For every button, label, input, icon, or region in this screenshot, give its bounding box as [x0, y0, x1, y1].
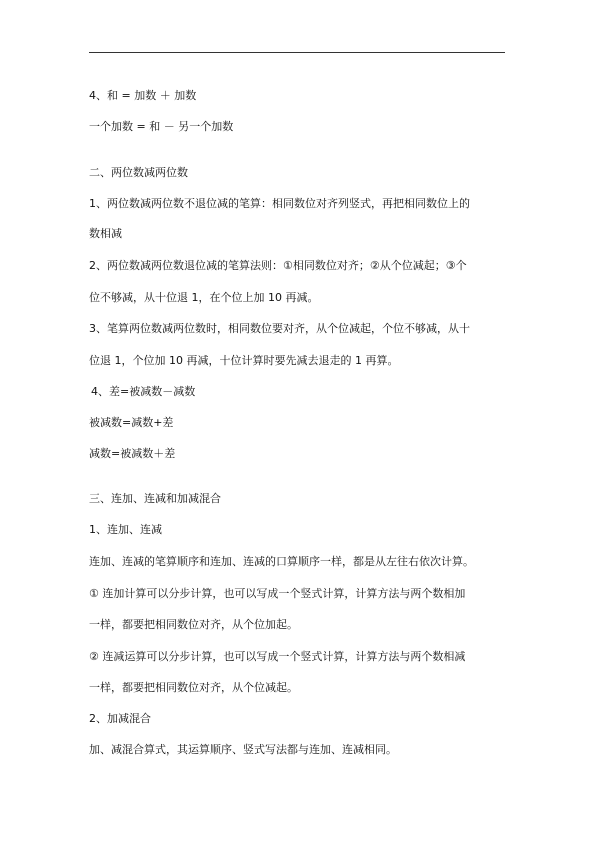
formula-subtrahend: 减数=被减数＋差 [89, 447, 176, 460]
paragraph-line: 一样，都要把相同数位对齐，从个位加起。 [89, 618, 298, 631]
paragraph-line: 数相减 [89, 227, 122, 240]
subheading: 2、加减混合 [89, 712, 151, 725]
paragraph-line: ② 连减运算可以分步计算，也可以写成一个竖式计算，计算方法与两个数相减 [89, 650, 466, 663]
paragraph-line: 位退 1，个位加 10 再减，十位计算时要先减去退走的 1 再算。 [89, 354, 399, 367]
paragraph-line: 加、减混合算式，其运算顺序、竖式写法都与连加、连减相同。 [89, 743, 397, 756]
paragraph-line: 一样，都要把相同数位对齐，从个位减起。 [89, 681, 298, 694]
subheading: 1、连加、连减 [89, 523, 162, 536]
paragraph-line: 1、两位数减两位数不退位减的笔算：相同数位对齐列竖式，再把相同数位上的 [89, 197, 470, 210]
section-heading-three: 三、连加、连减和加减混合 [89, 492, 221, 505]
section-heading-two: 二、两位数减两位数 [89, 166, 188, 179]
formula-difference: 4、差=被减数－减数 [91, 385, 196, 398]
paragraph-line: 2、两位数减两位数退位减的笔算法则：①相同数位对齐；②从个位减起；③个 [89, 259, 467, 272]
header-rule [89, 52, 505, 53]
paragraph-line: 3、笔算两位数减两位数时，相同数位要对齐，从个位减起，个位不够减，从十 [89, 322, 470, 335]
paragraph-line: ① 连加计算可以分步计算，也可以写成一个竖式计算，计算方法与两个数相加 [89, 587, 466, 600]
formula-minuend: 被减数=减数+差 [89, 416, 174, 429]
paragraph-line: 连加、连减的笔算顺序和连加、连减的口算顺序一样，都是从左往右依次计算。 [89, 555, 474, 568]
formula-sum: 4、和 = 加数 ＋ 加数 [89, 89, 197, 102]
formula-addend: 一个加数 = 和 － 另一个加数 [89, 120, 234, 133]
paragraph-line: 位不够减，从十位退 1，在个位上加 10 再减。 [89, 291, 319, 304]
